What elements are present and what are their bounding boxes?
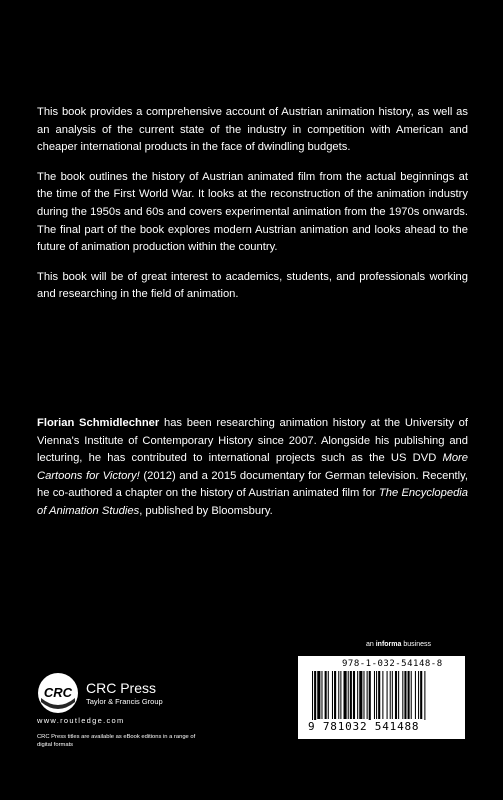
barcode-bar xyxy=(314,671,316,725)
barcode-bar xyxy=(312,671,313,725)
author-bio-text-3: , published by Bloomsbury. xyxy=(139,504,273,517)
barcode-bar xyxy=(344,671,347,719)
barcode-bar xyxy=(321,671,322,719)
isbn-text: 978-1-032-54148-8 xyxy=(342,659,443,669)
barcode-bar xyxy=(415,671,416,719)
description-paragraph-2: The book outlines the history of Austrian animated film from the actual beginnings at the time of the First World War. It looks at the reconstruction of the animation industry during the 1950s and 60s and covers experimental animation from the 1970s onwards. The final part of the book explores modern Austrian animation and looks ahead to the future of animation production within the country. xyxy=(37,170,468,254)
author-name: Florian Schmidlechner xyxy=(37,417,160,429)
barcode-bar xyxy=(357,671,358,719)
isbn-digits: 9 781032 541488 xyxy=(308,720,462,733)
author-bio-text-1: has been researching animation history at the University of Vienna's Institute of Contemporary History since 2007. Alongside his publishing and lecturing, he has contributed to international projects such as the US DVD xyxy=(37,417,468,465)
barcode-bar xyxy=(404,671,406,719)
informa-brand: informa xyxy=(375,641,402,648)
barcode-bar xyxy=(395,671,397,719)
description-paragraph-1: This book provides a comprehensive account of Austrian animation history, as well as an analysis of the current state of the industry in competition with American and cheaper international products in the face of dwindling budgets. xyxy=(37,106,468,154)
publisher-group: Taylor & Francis Group xyxy=(86,697,163,706)
publisher-url: www.routledge.com xyxy=(37,716,125,725)
barcode-bar xyxy=(317,671,320,719)
barcode-bar xyxy=(334,671,336,719)
barcode-bar xyxy=(353,671,355,719)
barcode-bar xyxy=(378,671,380,719)
barcode-bar xyxy=(359,671,362,719)
barcode-bar xyxy=(387,671,388,719)
barcode-bar xyxy=(376,671,377,719)
barcode-bar xyxy=(328,671,329,719)
description-paragraph-3: This book will be of great interest to academics, students, and professionals working and researching in the field of animation. xyxy=(37,270,468,301)
barcode-bar xyxy=(390,671,391,719)
barcode-bar xyxy=(374,671,375,719)
author-bio xyxy=(37,415,468,521)
book-description xyxy=(37,104,468,316)
barcode-bar xyxy=(363,671,364,719)
barcode-bar xyxy=(402,671,403,719)
barcode-bar xyxy=(424,671,425,725)
crc-logo-icon xyxy=(37,672,79,714)
barcode-bar xyxy=(420,671,422,719)
barcode-bar xyxy=(392,671,393,719)
barcode-bar xyxy=(325,671,327,719)
barcode-bar xyxy=(338,671,339,719)
informa-tagline xyxy=(366,641,431,648)
barcode-bar xyxy=(332,671,333,719)
barcode-bar xyxy=(418,671,419,719)
barcode-bar xyxy=(369,671,371,725)
barcode-bars xyxy=(312,671,460,725)
barcode-bar xyxy=(350,671,352,719)
isbn-barcode xyxy=(298,656,465,739)
author-bio-text-2: (2012) and a 2015 documentary for German television. Recently, he co-authored a chapter on the history of Austrian animated film for xyxy=(37,469,469,500)
crc-logo-text: CRC xyxy=(43,685,73,700)
work-title-2: The Encyclopedia of Animation Studies xyxy=(37,487,468,517)
barcode-bar xyxy=(398,671,399,719)
barcode-bar xyxy=(367,671,368,719)
ebook-note: CRC Press titles are available as eBook editions in a range of digital formats xyxy=(37,734,196,748)
barcode-bar xyxy=(408,671,410,719)
publisher-name: CRC Press xyxy=(86,680,157,696)
barcode-bar xyxy=(411,671,412,719)
barcode-bar xyxy=(340,671,341,719)
informa-prefix: an xyxy=(366,641,376,648)
barcode-bar xyxy=(382,671,383,719)
work-title-1: More Cartoons for Victory! xyxy=(37,452,468,482)
barcode-bar xyxy=(348,671,349,719)
informa-suffix: business xyxy=(401,641,431,648)
